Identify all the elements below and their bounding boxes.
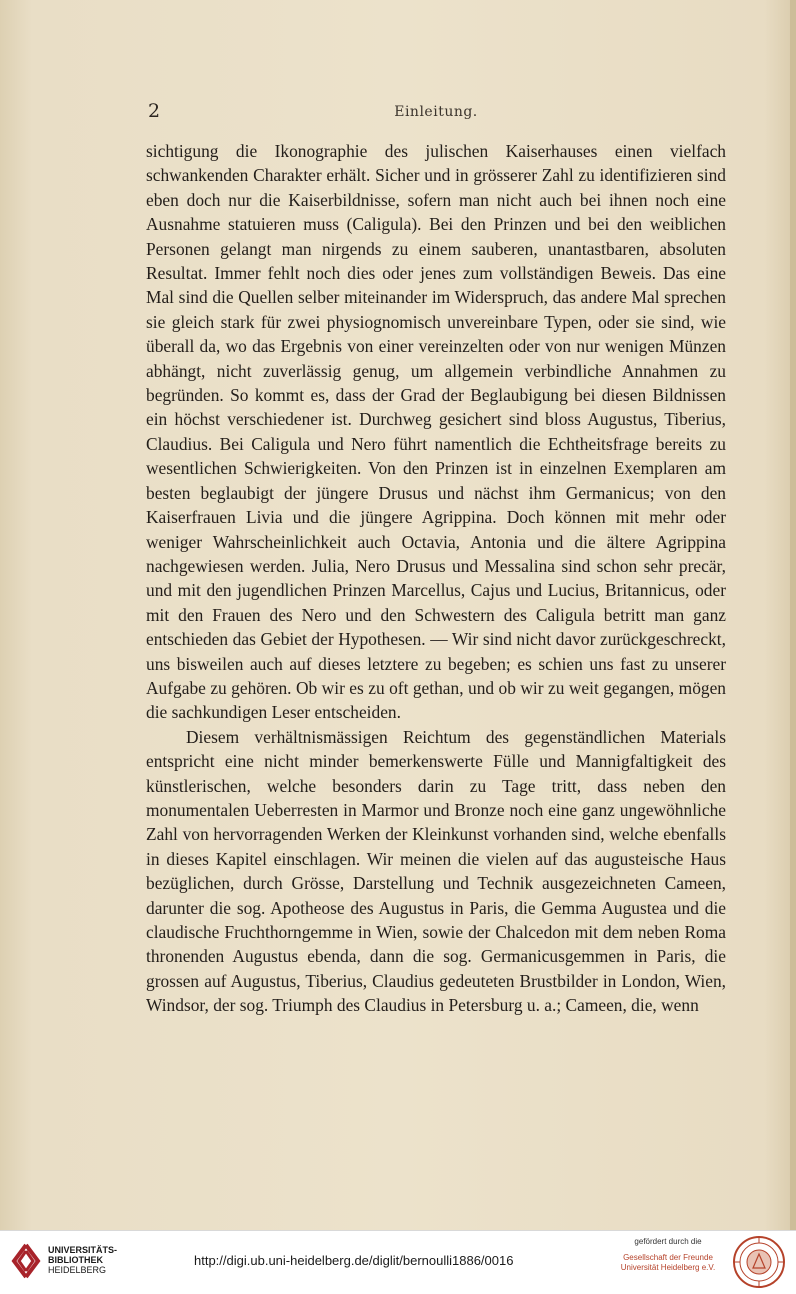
university-seal-icon[interactable] xyxy=(732,1235,786,1289)
sponsor-name-line-1: Gesellschaft der Freunde xyxy=(623,1253,713,1262)
body-text xyxy=(146,139,726,1018)
permalink-url[interactable]: http://digi.ub.uni-heidelberg.de/diglit/bernoulli1886/0016 xyxy=(194,1253,514,1268)
sponsor-caption: gefördert durch die xyxy=(634,1237,702,1246)
page-edge xyxy=(790,0,796,1230)
footer-bar xyxy=(0,1230,796,1294)
page-header xyxy=(148,100,724,124)
sponsor-name-line-2: Universität Heidelberg e.V. xyxy=(620,1263,716,1272)
paragraph-1: sichtigung die Ikonographie des julischen Kaiserhauses einen vielfach schwankenden Charakter erhält. Sicher und in grösserer Zahl zu identifizieren sind eben doch nur die Kaiserbildnisse, sofern man nicht auch bei ihnen noch eine Ausnahme statuieren muss (Caligula). Bei den Prinzen und bei den weiblichen Personen gelangt man nirgends zu einem sauberen, unantastbaren, absoluten Resultat. Immer fehlt noch dies oder jenes zum vollständigen Beweis. Das eine Mal sind die Quellen selber miteinander im Widerspruch, das andere Mal sprechen sie gleich stark für zwei physiognomisch unvereinbare Typen, oder sie sind, wie überall da, wo das Ergebnis von einer vereinzelten oder von nur wenigen Münzen abhängt, nicht zuverlässig genug, um allgemein verbindliche Annahmen zu begründen. So kommt es, dass der Grad der Beglaubigung bei diesen Bildnissen ein höchst verschiedener ist. Durchweg gesichert sind bloss Augustus, Tiberius, Claudius. Bei Caligula und Nero führt namentlich die Echtheitsfrage bereits zu wesentlichen Schwierigkeiten. Von den Prinzen ist in einzelnen Exemplaren am besten beglaubigt der jüngere Drusus und nächst ihm Germanicus; von den Kaiserfrauen Livia und die jüngere Agrippina. Doch können mit mehr oder weniger Wahrscheinlichkeit auch Octavia, Antonia und die ältere Agrippina nachgewiesen werden. Julia, Nero Drusus und Messalina sind schon sehr precär, und mit den jugendlichen Prinzen Marcellus, Cajus und Lucius, Britannicus, oder mit den Frauen des Nero und den Schwestern des Caligula betritt man ganz entschieden das Gebiet der Hypothesen. — Wir sind nicht davor zurückgeschreckt, uns bisweilen auch auf dieses letztere zu begeben; es schien uns fast zu unserer Aufgabe zu gehören. Ob wir es zu oft gethan, und ob wir zu weit gegangen, mögen die sachkundigen Leser entscheiden. xyxy=(146,141,726,723)
ub-heidelberg-logo-icon[interactable] xyxy=(10,1243,42,1279)
sponsor-block xyxy=(612,1237,724,1273)
page-number: 2 xyxy=(148,100,161,122)
library-name-line-3: HEIDELBERG xyxy=(48,1265,107,1275)
running-head: Einleitung. xyxy=(394,104,478,120)
library-name xyxy=(48,1245,117,1275)
library-name-line-2: BIBLIOTHEK xyxy=(48,1255,103,1265)
library-name-line-1: UNIVERSITÄTS- xyxy=(48,1245,118,1255)
paragraph-2: Diesem verhältnismässigen Reichtum des gegenständlichen Materials entspricht eine nicht minder bemerkenswerte Fülle und Mannigfaltigkeit des künstlerischen, welche besonders darin zu Tage tritt, dass neben den monumentalen Ueberresten in Marmor und Bronze noch eine ganz ungewöhnliche Zahl von hervorragenden Werken der Kleinkunst vorhanden sind, welche ebenfalls in dieses Kapitel einschlagen. Wir meinen die vielen auf das augusteische Haus bezüglichen, durch Grösse, Darstellung und Technik ausgezeichneten Cameen, darunter die sog. Apotheose des Augustus in Paris, die Gemma Augustea und die claudische Fruchthorngemme in Wien, sowie der Chalcedon mit dem neben Roma thronenden Augustus ebenda, dann die sog. Germanicusgemmen in Paris, die grossen auf Augustus, Tiberius, Claudius gedeuteten Brustbilder in London, Wien, Windsor, der sog. Triumph des Claudius in Petersburg u. a.; Cameen, die, wenn xyxy=(146,726,726,1016)
